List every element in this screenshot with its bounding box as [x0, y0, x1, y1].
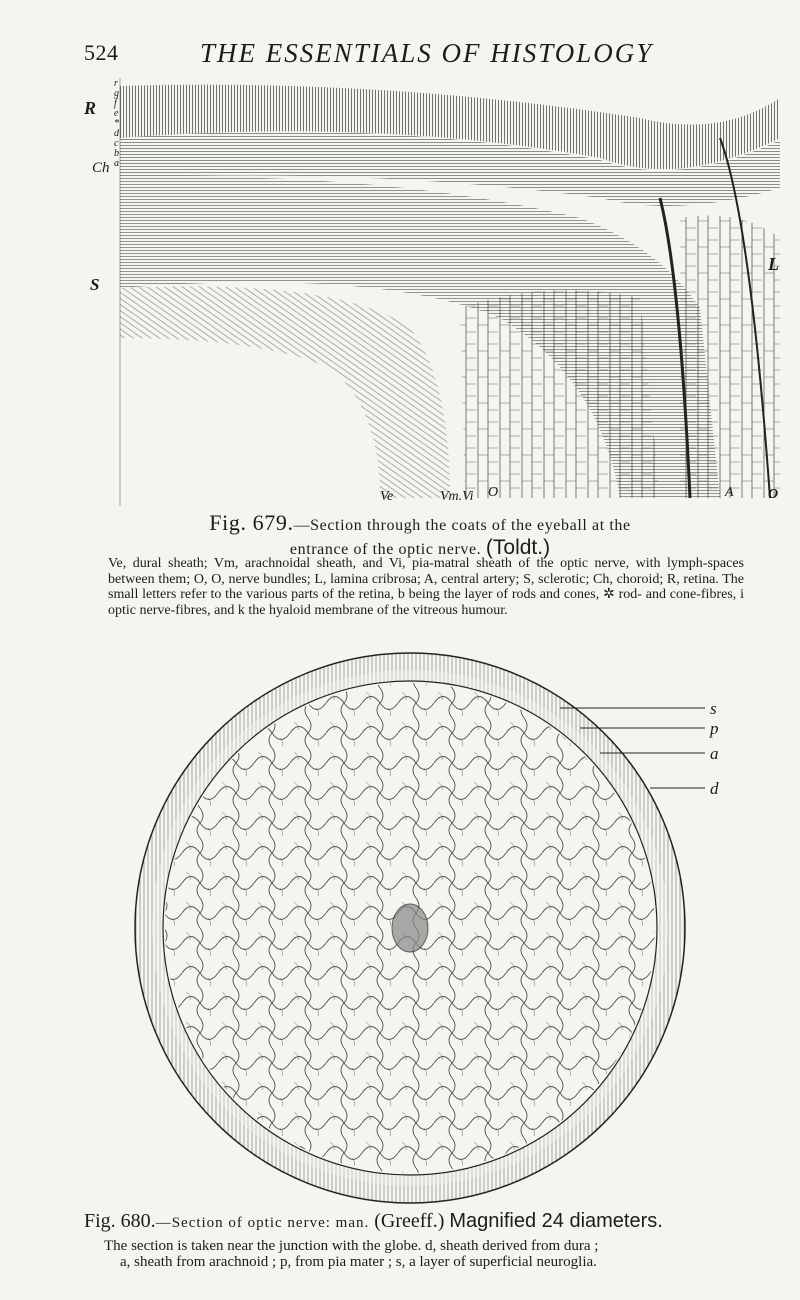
fig679-caption-credit: (Toldt.): [485, 536, 551, 559]
fig680-caption-title: —Section of optic nerve: man.: [155, 1215, 370, 1231]
page-number: 524: [84, 40, 119, 65]
fig680-legend-line-2: a, sheath from arachnoid ; p, from pia mater ; s, a layer of superficial neuroglia.: [120, 1254, 597, 1270]
fig679-label-Ch: Ch: [92, 160, 110, 176]
fig679-label-VmVi: Vm.Vi: [440, 489, 474, 504]
fig679-label-O1: O: [488, 485, 499, 500]
fig680-caption-label: Fig. 680.: [84, 1210, 156, 1232]
fig680-label-p: p: [710, 719, 719, 738]
fig679-label-Ve: Ve: [380, 489, 394, 504]
figure-679-caption: [100, 510, 740, 560]
fig679-layer-d: d: [114, 128, 119, 139]
fig679-layer-e: e: [114, 108, 119, 119]
figure-679-illustration: [80, 78, 786, 506]
fig680-label-s: s: [710, 699, 717, 718]
fig680-caption-magnification: Magnified 24 diameters.: [449, 1210, 663, 1232]
fig679-layer-g: g: [114, 88, 119, 99]
fig679-layer-c: c: [114, 138, 119, 149]
fig679-label-S: S: [90, 275, 100, 294]
fig680-caption-credit: (Greeff.): [374, 1210, 445, 1232]
fig679-layer-b: b: [114, 148, 119, 159]
fig679-label-R: R: [84, 98, 97, 118]
fig680-label-a: a: [710, 744, 719, 763]
fig679-caption-label: Fig. 679.: [209, 510, 294, 535]
fig679-label-L: L: [768, 254, 779, 274]
fig679-label-A: A: [725, 485, 734, 500]
fig679-layer-star: *: [114, 118, 119, 129]
fig679-layer-f: f: [114, 98, 117, 109]
figure-680-caption: [84, 1210, 764, 1233]
figure-680-legend: [104, 1238, 724, 1270]
fig679-layer-a: a: [114, 158, 119, 169]
fig679-layer-r: r: [114, 78, 118, 89]
running-head: THE ESSENTIALS OF HISTOLOGY: [200, 38, 654, 68]
fig679-caption-title-1: —Section through the coats of the eyeball at the: [293, 517, 631, 534]
fig680-label-d: d: [710, 779, 719, 798]
fig679-label-O2: O: [768, 487, 779, 502]
page-header: [84, 38, 724, 78]
fig680-legend-line-1: The section is taken near the junction with the globe. d, sheath derived from dura ;: [104, 1238, 599, 1254]
fig679-caption-title-2: entrance of the optic nerve.: [289, 541, 482, 558]
figure-679-legend: Ve, dural sheath; Vm, arachnoidal sheath, and Vi, pia-matral sheath of the optic nerve, with lymph-spaces between them; O, O, nerve bundles; L, lamina cribrosa; A, central artery; S, sclerotic; Ch, choroid; R, retina. The small letters refer to the various parts of the retina, b being the layer of rods and cones, ✲ rod- and cone-fibres, i optic nerve-fibres, and k the hyaloid membrane of the vitreous humour.: [108, 556, 744, 618]
figure-680-illustration: [110, 628, 750, 1208]
